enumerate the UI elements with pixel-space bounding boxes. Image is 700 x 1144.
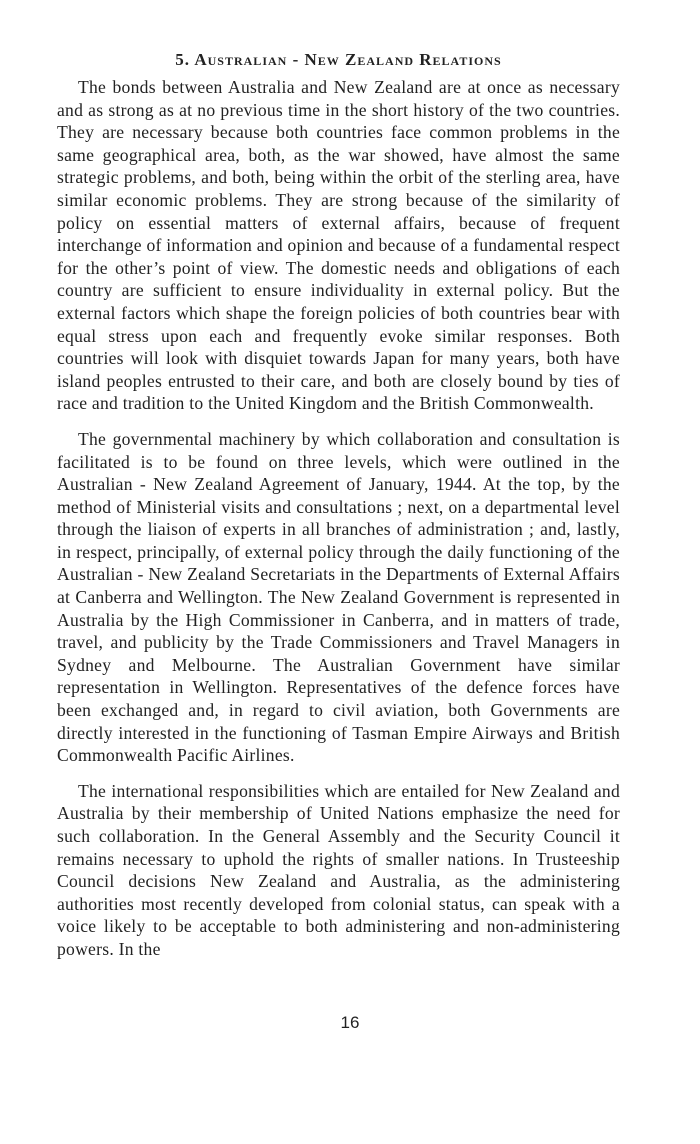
paragraph-machinery: The governmental machinery by which collaboration and consultation is facilitated is to be found on three levels, which were outlined in the Australian - New Zealand Agreement of January, 1944. At the top, by the method of Ministerial visits and consultations ; next, on a departmental level through the liaison of experts in all branches of administration ; and, lastly, in respect, principally, of external policy through the daily functioning of the Australian - New Zealand Secretariats in the Departments of External Affairs at Canberra and Wellington. The New Zealand Government is represented in Australia by the High Commissioner in Canberra, and in matters of trade, travel, and publicity by the Trade Commissioners and Travel Managers in Sydney and Melbourne. The Australian Government have similar representation in Wellington. Representatives of the defence forces have been exchanged and, in regard to civil aviation, both Governments are directly interested in the functioning of Tasman Empire Airways and British Commonwealth Pacific Airlines. — [57, 428, 620, 766]
paragraph-bonds: The bonds between Australia and New Zealand are at once as necessary and as strong as at no previous time in the short history of the two countries. They are necessary because both countries face common problems in the same geographical area, both, as the war showed, have almost the same strategic problems, and both, being within the orbit of the sterling area, have similar economic problems. They are strong because of the similarity of policy on essential matters of external affairs, because of frequent interchange of information and opinion and because of a fundamental respect for the other’s point of view. The domestic needs and obligations of each country are sufficient to ensure individuality in external policy. But the external factors which shape the foreign policies of both countries bear with equal stress upon each and frequently evoke similar responses. Both countries will look with disquiet towards Japan for many years, both have island peoples entrusted to their care, and both are closely bound by ties of race and tradition to the United Kingdom and the British Commonwealth. — [57, 77, 620, 414]
paragraph-international: The international responsibilities which are entailed for New Zealand and Australia by their membership of United Nations emphasize the need for such collaboration. In the General Assembly and the Security Council it remains necessary to uphold the rights of smaller nations. In Trusteeship Council decisions New Zealand and Australia, as the administering authorities most recently developed from colonial status, can speak with a voice likely to be acceptable to both administering and non-administering powers. In the — [57, 780, 620, 959]
section-heading: 5. Australian - New Zealand Relations — [175, 50, 502, 69]
page-number: 16 — [340, 1013, 360, 1032]
document-page — [57, 50, 620, 961]
